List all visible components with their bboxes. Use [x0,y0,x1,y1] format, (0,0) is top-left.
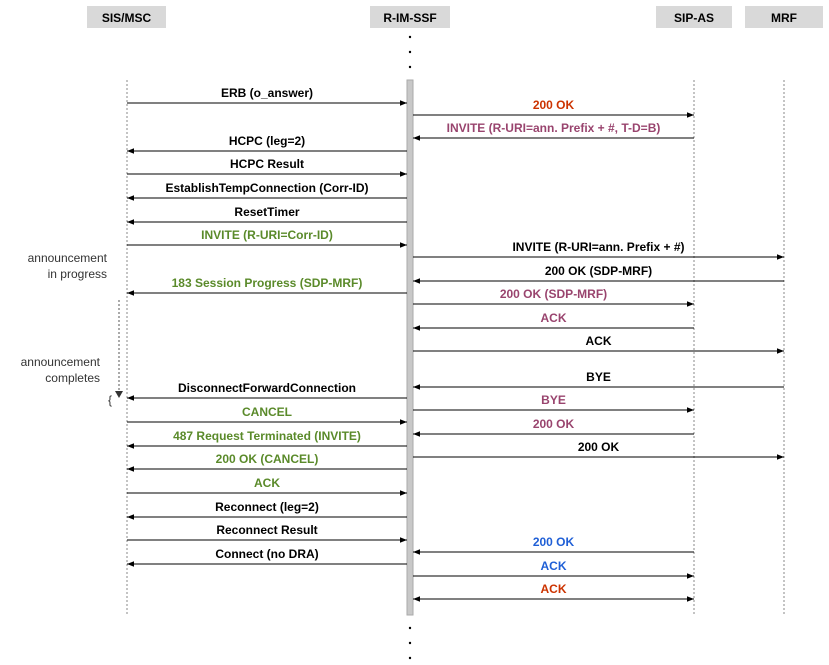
message-label: Reconnect (leg=2) [215,500,319,514]
message-label: 200 OK (SDP-MRF) [499,287,608,301]
message-label: Reconnect Result [216,523,318,537]
message-label: HCPC (leg=2) [228,134,306,148]
message-arrow [127,452,407,469]
continuation-dot [409,642,411,644]
message-arrow [413,240,784,257]
continuation-dot [409,51,411,53]
message-label: ACK [254,476,280,490]
message-label: ResetTimer [234,205,300,219]
message-arrow [127,381,407,398]
message-label: 200 OK [577,440,620,454]
brace-mark: { [108,393,113,407]
continuation-dot [409,657,411,659]
message-arrow [127,157,407,174]
message-arrow [413,535,694,552]
message-label: DisconnectForwardConnection [177,381,357,395]
message-label: EstablishTempConnection (Corr-ID) [165,181,369,195]
message-label: 200 OK (SDP-MRF) [544,264,653,278]
message-arrow [127,228,407,245]
message-arrow [127,181,407,198]
message-arrow [127,276,407,293]
message-arrow [127,205,407,222]
message-arrow [127,500,407,517]
entity-label: MRF [771,11,797,25]
message-arrow [413,121,694,138]
message-label: 200 OK [532,98,575,112]
message-arrow [413,334,784,351]
entity-mrf [745,6,823,28]
message-label: BYE [586,370,611,384]
message-label: ACK [540,559,567,573]
note-announcement-completes: announcement completes [20,355,100,385]
message-label: INVITE (R-URI=ann. Prefix + #) [512,240,685,254]
note-announcement-in-progress: announcement in progress [27,251,107,281]
message-label: Connect (no DRA) [215,547,319,561]
message-arrow [127,523,407,540]
entity-sis [87,6,166,28]
message-label: 487 Request Terminated (INVITE) [173,429,361,443]
entity-sip [656,6,732,28]
message-arrow [127,429,407,446]
message-label: CANCEL [242,405,292,419]
entity-label: SIS/MSC [101,11,152,25]
message-label: ACK [540,582,567,596]
message-label: ERB (o_answer) [220,86,314,100]
message-arrow [413,559,694,576]
activation-bar [407,80,413,615]
message-label: BYE [541,393,566,407]
message-arrow [127,86,407,103]
message-arrow [127,547,407,564]
message-arrow [413,311,694,328]
message-label: HCPC Result [229,157,305,171]
message-arrow [127,134,407,151]
entity-rim [370,6,450,28]
continuation-dot [409,627,411,629]
message-label: INVITE (R-URI=Corr-ID) [201,228,333,242]
message-label: 200 OK [532,417,575,431]
message-label: 200 OK [532,535,575,549]
continuation-dot [409,36,411,38]
message-arrow [413,264,784,281]
message-arrow [413,440,784,457]
message-label: ACK [585,334,612,348]
entity-label: SIP-AS [673,11,715,25]
continuation-dot [409,66,411,68]
message-arrow [413,582,694,599]
message-arrow [413,287,694,304]
announcement-end-arrowhead [115,391,123,398]
message-label: ACK [540,311,567,325]
message-arrow [413,370,784,387]
message-label: 200 OK (CANCEL) [215,452,319,466]
message-arrow [413,417,694,434]
message-arrow [127,405,407,422]
message-arrow [413,98,694,115]
message-label: INVITE (R-URI=ann. Prefix + #, T-D=B) [446,121,661,135]
entity-label: R-IM-SSF [383,11,437,25]
message-label: 183 Session Progress (SDP-MRF) [171,276,363,290]
message-arrow [127,476,407,493]
message-arrow [413,393,694,410]
